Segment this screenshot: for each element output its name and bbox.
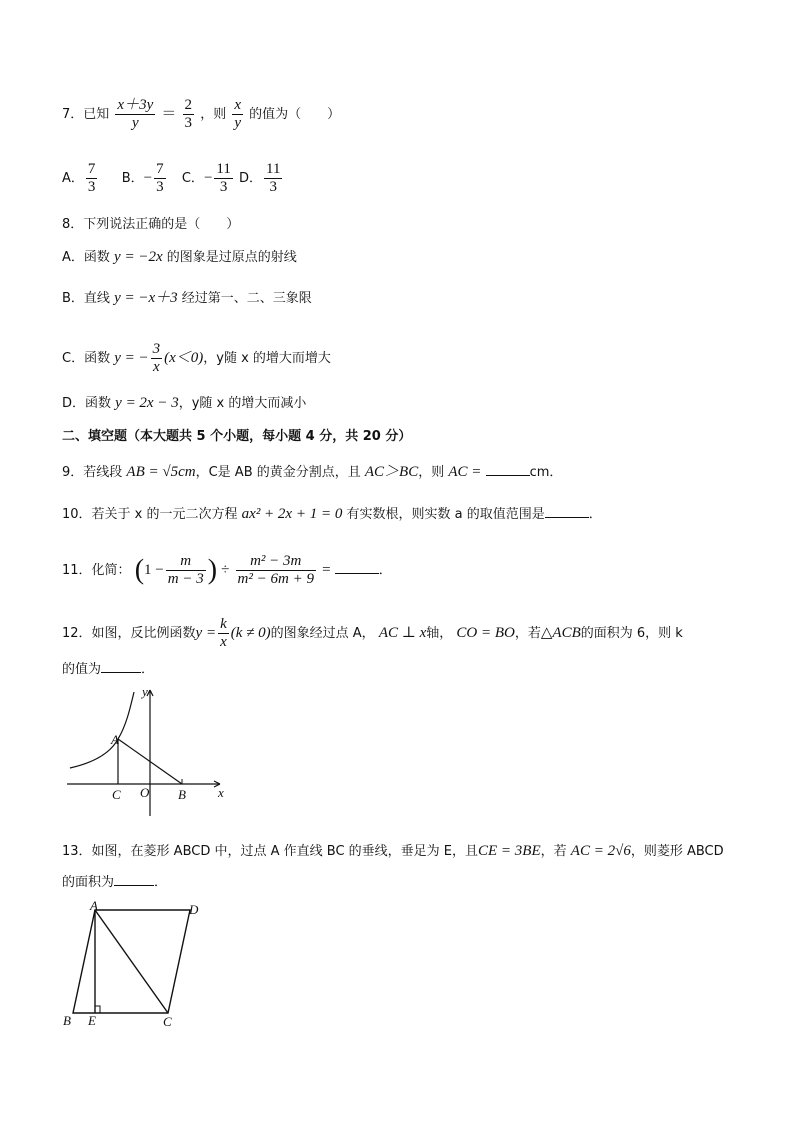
q13-line-2: 的面积为 ． bbox=[62, 875, 168, 890]
q7-fraction-2: $\frac{2}{3}$ bbox=[184, 97, 193, 131]
label-o: O bbox=[140, 785, 150, 800]
q7-options bbox=[62, 161, 284, 196]
label-e: E bbox=[88, 1013, 96, 1028]
q7-fraction-1: $\frac{x+3y}{y}$ bbox=[117, 97, 154, 131]
label-c: C bbox=[163, 1014, 172, 1029]
q10: 10．若关于 x 的一元二次方程 ax² + 2x + 1 = 0 有实数根，则实数 a 的取值范围是 ． bbox=[62, 506, 602, 522]
q13-answer-blank[interactable] bbox=[114, 885, 154, 886]
label-a: A bbox=[90, 900, 98, 913]
hyperbola-curve bbox=[70, 692, 134, 768]
label-d: D bbox=[189, 902, 199, 917]
q8-option-c[interactable]: C．函数 y = − $\frac{3}{x}$ (x＜0)，y随 x 的增大而增大 bbox=[62, 341, 331, 375]
label-x: x bbox=[218, 785, 224, 800]
q8-option-a[interactable]: A．函数 y = −2x 的图象是过原点的射线 bbox=[62, 249, 297, 265]
q9: 9．若线段 AB = √5cm，C是 AB 的黄金分割点，且 AC＞BC，则 AC = cm． bbox=[62, 464, 563, 480]
label-a: A bbox=[111, 732, 119, 747]
q11-answer-blank[interactable] bbox=[335, 573, 379, 574]
q7-option-d[interactable]: D． $\frac{11}{3}$ bbox=[239, 161, 281, 195]
q7-option-a[interactable]: A． $\frac{7}{3}$ bbox=[62, 161, 96, 195]
section-2-heading: 二、填空题（本大题共 5 个小题，每小题 4 分，共 20 分） bbox=[62, 429, 412, 444]
diagonal-ac bbox=[95, 910, 168, 1013]
q13-line-1: 13．如图，在菱形 ABCD 中，过点 A 作直线 BC 的垂线，垂足为 E，且CE = 3BE，若 AC = 2√6，则菱形 ABCD bbox=[62, 843, 724, 859]
q13-figure bbox=[58, 900, 208, 1030]
label-b: B bbox=[63, 1013, 71, 1028]
q7-option-c[interactable]: C．− $\frac{11}{3}$ bbox=[181, 161, 231, 195]
label-c: C bbox=[112, 787, 121, 802]
q12-line-2: 的值为 ． bbox=[62, 662, 155, 677]
q7-stem: 7．已知 $\frac{x+3y}{y}$ ＝ $\frac{2}{3}$ ，则 $\frac{x}{y}$ 的值为（ ） bbox=[62, 97, 341, 131]
q12-figure bbox=[62, 684, 242, 820]
q9-answer-blank[interactable] bbox=[486, 475, 530, 476]
right-angle-mark bbox=[95, 1006, 100, 1013]
q7-fraction-3: $\frac{x}{y}$ bbox=[234, 97, 242, 131]
q11: 11．化简： (1 − $\frac{m}{m - 3}$ ) ÷ $\frac{\text{m² − 3m}}{\text{m² − 6m + 9}}$ = ． bbox=[62, 553, 392, 587]
q12-line-1: 12．如图，反比例函数y = $\frac{k}{x}$ (k ≠ 0)的图象经过点 A， AC ⊥ x轴， CO = BO，若△ACB的面积为 6，则 k bbox=[62, 616, 683, 650]
label-y: y bbox=[142, 684, 148, 699]
q8-option-b[interactable]: B．直线 y = −x＋3 经过第一、二、三象限 bbox=[62, 290, 312, 306]
q7-option-b[interactable]: B．− $\frac{7}{3}$ bbox=[121, 161, 164, 195]
q12-answer-blank[interactable] bbox=[101, 672, 141, 673]
label-b: B bbox=[178, 787, 186, 802]
q8-stem: 8．下列说法正确的是（ ） bbox=[62, 217, 240, 232]
q8-option-d[interactable]: D．函数 y = 2x − 3，y随 x 的增大而减小 bbox=[62, 395, 307, 411]
q10-answer-blank[interactable] bbox=[545, 517, 589, 518]
